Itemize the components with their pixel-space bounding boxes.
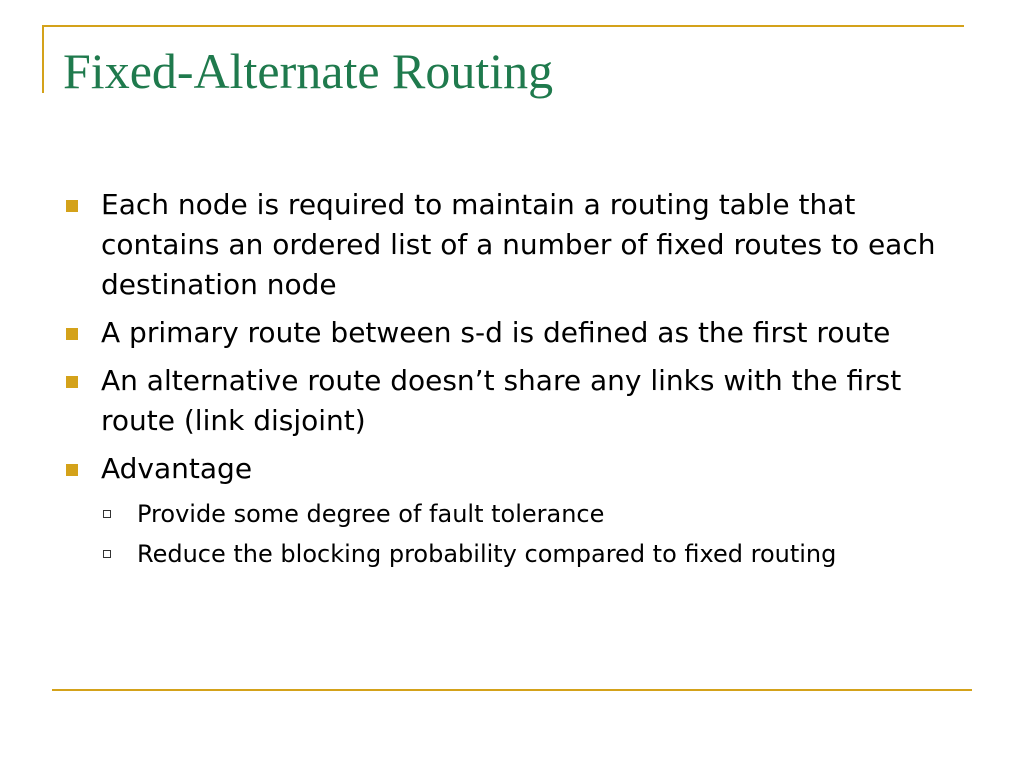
square-bullet-icon (66, 376, 78, 388)
bullet-text: A primary route between s-d is defined as the first route (101, 316, 891, 349)
sub-bullet-list (60, 497, 960, 571)
left-rule (42, 25, 44, 93)
bullet-text: An alternative route doesn’t share any links with the first route (link disjoint) (101, 364, 902, 437)
bullet-text: Each node is required to maintain a routing table that contains an ordered list of a number of fixed routes to each destination node (101, 188, 936, 301)
square-bullet-icon (66, 328, 78, 340)
bullet-item (60, 449, 960, 489)
sub-bullet-text: Reduce the blocking probability compared to fixed routing (137, 540, 837, 568)
bottom-rule (52, 689, 972, 691)
bullet-item (60, 185, 960, 305)
bullet-item (60, 361, 960, 441)
sub-bullet-text: Provide some degree of fault tolerance (137, 500, 605, 528)
sub-bullet-item (60, 497, 960, 531)
bullet-list (60, 185, 960, 577)
bullet-text: Advantage (101, 452, 253, 485)
bullet-item (60, 313, 960, 353)
square-bullet-icon (66, 200, 78, 212)
top-rule (42, 25, 964, 27)
hollow-square-bullet-icon (103, 550, 111, 558)
square-bullet-icon (66, 464, 78, 476)
sub-bullet-item (60, 537, 960, 571)
hollow-square-bullet-icon (103, 510, 111, 518)
slide-title: Fixed-Alternate Routing (63, 43, 554, 99)
